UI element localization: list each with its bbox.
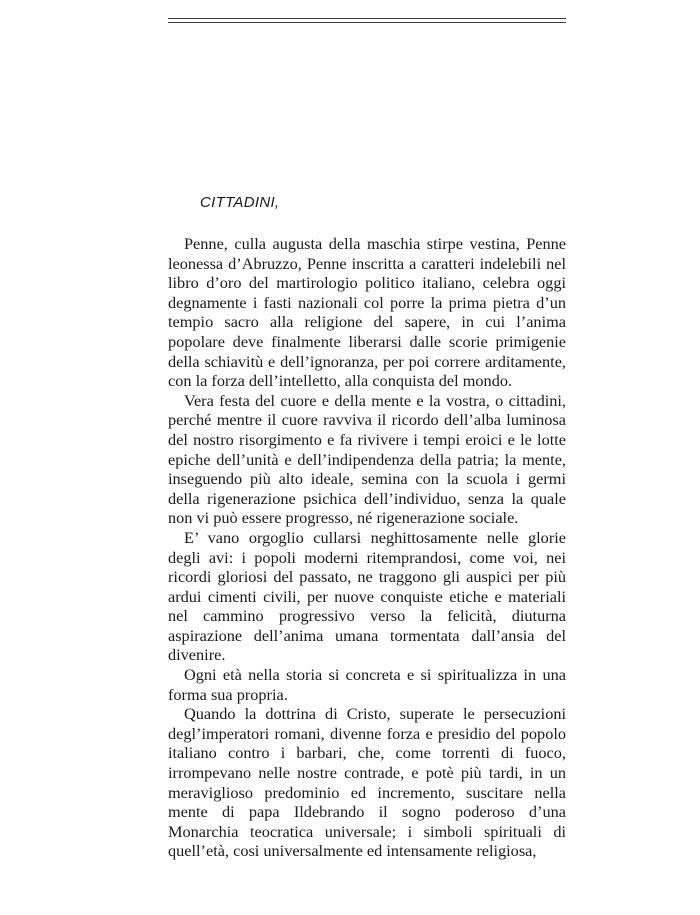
paragraph: Ogni età nella storia si concreta e si spiritualizza in una forma sua propria. xyxy=(168,665,566,704)
paragraph: Vera festa del cuore e della mente e la vostra, o cittadini, perché mentre il cuore ravviva il ricordo dell’alba luminosa del nostro risorgimento e fa rivivere i tempi eroici e le lotte epiche dell’unità e dell’indipendenza della patria; la mente, inseguendo più alto ideale, semina con la scuola i germi della rigenerazione psichica dell’individuo, senza la quale non vi può essere progresso, né rigenerazione sociale. xyxy=(168,390,566,528)
salutation-heading: CITTADINI, xyxy=(200,194,280,211)
document-body xyxy=(168,234,566,861)
paragraph: E’ vano orgoglio cullarsi neghittosamente nelle glorie degli avi: i popoli moderni ritemprandosi, come voi, nei ricordi gloriosi del passato, ne traggono gli auspici per più ardui cimenti civili, per nuove conquiste etiche e materiali nel cammino progressivo verso la felicità, diuturna aspirazione dell’anima umana tormentata dall’ansia del divenire. xyxy=(168,527,566,665)
paragraph: Penne, culla augusta della maschia stirpe vestina, Penne leonessa d’Abruzzo, Penne inscritta a caratteri indelebili nel libro d’oro del martirologio politico italiano, celebra oggi degnamente i fasti nazionali col porre la prima pietra d’un tempio sacro alla religione del sapere, in cui l’anima popolare deve finalmente liberarsi dalle scorie primigenie della schiavitù e dell’ignoranza, per poi correre arditamente, con la forza dell’intelletto, alla conquista del mondo. xyxy=(168,234,566,391)
header-double-rule xyxy=(168,18,566,23)
paragraph: Quando la dottrina di Cristo, superate le persecuzioni degl’imperatori romani, divenne forza e presidio del popolo italiano contro i barbari, che, come torrenti di fuoco, irrompevano nelle nostre contrade, e potè più tardi, in un meraviglioso predominio ed incremento, suscitare nella mente di papa Ildebrando il sogno poderoso d’una Monarchia teocratica universale; i simboli spirituali di quell’età, cosi universalmente ed intensamente religiosa, xyxy=(168,704,566,861)
